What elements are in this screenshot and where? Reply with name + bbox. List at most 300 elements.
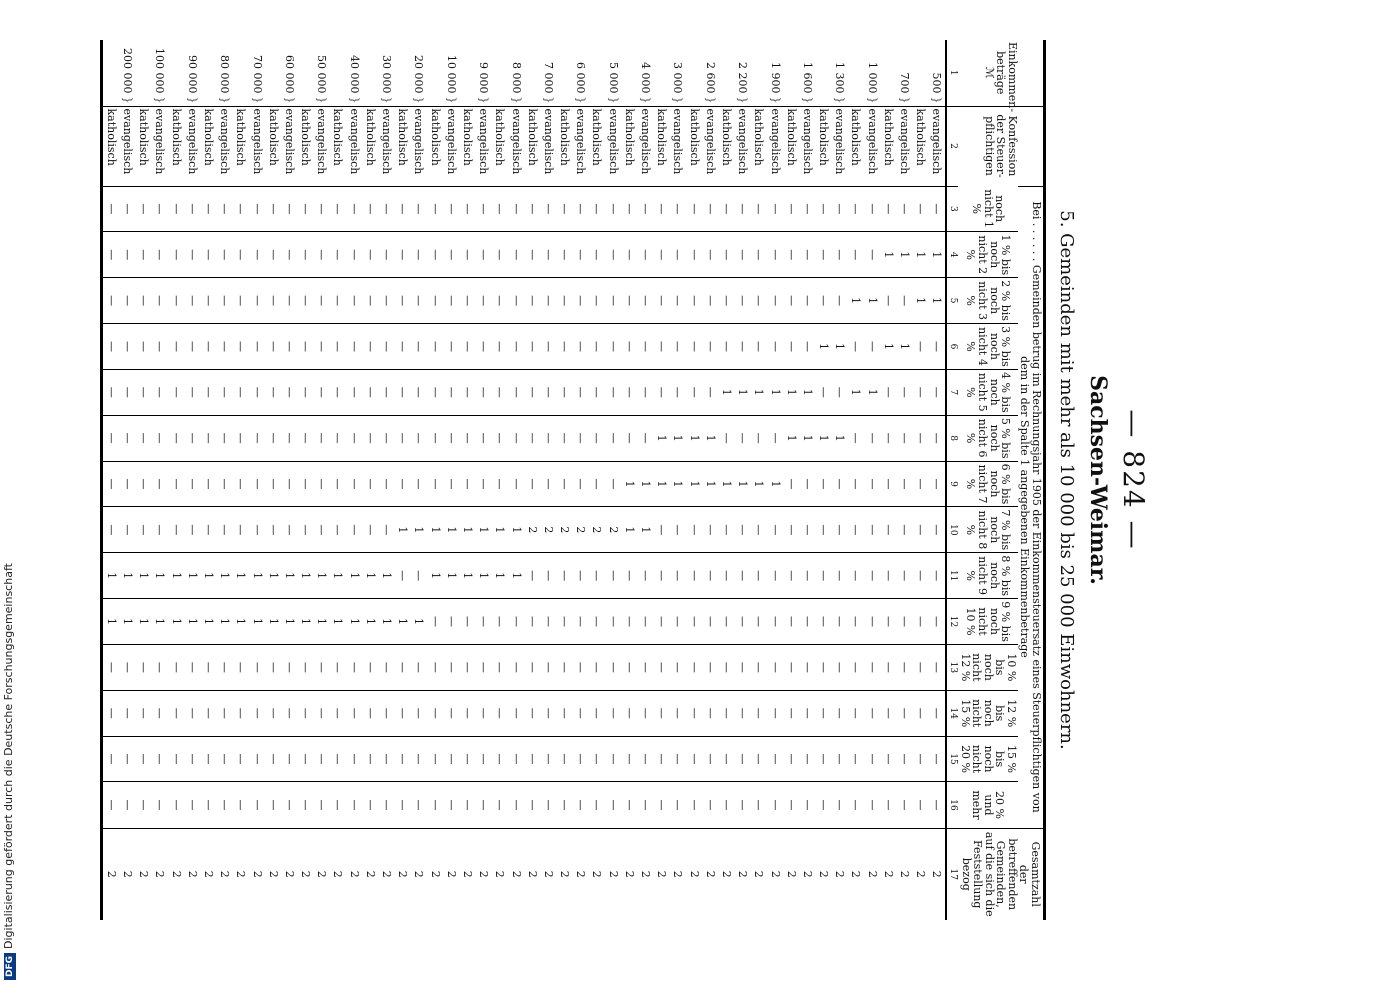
count-cell: — [491, 415, 507, 461]
count-cell: 1 [378, 599, 394, 645]
count-cell: — [101, 186, 119, 232]
count-cell: — [200, 782, 216, 828]
brace-icon: } [121, 96, 135, 104]
header-rate-col: noch nicht 1 % [970, 189, 1007, 229]
income-amount-value: 7 000 [541, 62, 555, 94]
count-cell: — [249, 186, 265, 232]
count-cell: — [232, 507, 248, 553]
count-cell: 1 [232, 553, 248, 599]
table-row [912, 40, 928, 920]
brace-icon: } [606, 96, 620, 104]
count-cell: — [184, 415, 200, 461]
count-cell: — [427, 369, 443, 415]
count-cell: — [281, 690, 297, 736]
count-cell: — [168, 644, 184, 690]
count-cell: 1 [411, 599, 427, 645]
income-amount [767, 40, 783, 106]
count-cell: — [216, 324, 232, 370]
count-cell: — [896, 461, 912, 507]
count-cell: — [572, 369, 588, 415]
count-cell: — [265, 644, 281, 690]
count-cell: 1 [200, 553, 216, 599]
confession-cell: evangelisch [313, 106, 329, 186]
count-cell: — [135, 324, 151, 370]
count-cell: 1 [702, 461, 718, 507]
total-cell: 2 [378, 828, 394, 920]
count-cell: — [491, 369, 507, 415]
count-cell: — [330, 782, 346, 828]
count-cell: — [508, 782, 524, 828]
count-cell: — [168, 369, 184, 415]
count-cell: — [475, 186, 491, 232]
count-cell: 1 [767, 461, 783, 507]
count-cell: — [378, 369, 394, 415]
count-cell: — [572, 599, 588, 645]
count-cell: — [119, 690, 135, 736]
income-amount-value: 5 000 [606, 62, 620, 94]
count-cell: 1 [216, 553, 232, 599]
count-cell: — [783, 278, 799, 324]
count-cell: — [929, 599, 946, 645]
count-cell: — [411, 690, 427, 736]
count-cell: — [556, 461, 572, 507]
count-cell: — [556, 278, 572, 324]
count-cell: — [912, 644, 928, 690]
income-amount-value: 60 000 [282, 55, 296, 94]
count-cell: — [799, 278, 815, 324]
income-amount [524, 40, 540, 106]
count-cell: — [491, 232, 507, 278]
count-cell: — [702, 690, 718, 736]
count-cell: — [734, 736, 750, 782]
count-cell: — [330, 644, 346, 690]
count-cell: — [313, 507, 329, 553]
table-row [249, 40, 265, 920]
income-amount [815, 40, 831, 106]
count-cell: — [216, 644, 232, 690]
count-cell: — [589, 186, 605, 232]
count-cell: — [572, 553, 588, 599]
brace-icon: } [380, 96, 394, 104]
brace-icon: } [703, 96, 717, 104]
table-row [265, 40, 281, 920]
count-cell: 1 [880, 324, 896, 370]
count-cell: 1 [394, 507, 410, 553]
count-cell: — [686, 553, 702, 599]
income-amount [313, 40, 329, 106]
count-cell: — [524, 186, 540, 232]
count-cell: — [637, 690, 653, 736]
table-row [848, 40, 864, 920]
table-row [540, 40, 556, 920]
brace-icon: } [347, 96, 361, 104]
total-cell: 2 [572, 828, 588, 920]
confession-cell: evangelisch [119, 106, 135, 186]
count-cell: — [783, 461, 799, 507]
count-cell: — [411, 186, 427, 232]
count-cell: — [848, 232, 864, 278]
table-row [491, 40, 507, 920]
income-amount [362, 40, 378, 106]
income-amount [101, 40, 119, 106]
total-cell: 2 [362, 828, 378, 920]
total-cell: 2 [411, 828, 427, 920]
confession-cell: evangelisch [702, 106, 718, 186]
count-cell: — [459, 461, 475, 507]
count-cell: 1 [815, 324, 831, 370]
count-cell: — [216, 369, 232, 415]
count-cell: — [297, 461, 313, 507]
state-title: Sachsen-Weimar. [1085, 375, 1111, 585]
count-cell: — [524, 690, 540, 736]
count-cell: — [135, 782, 151, 828]
count-cell: 1 [330, 553, 346, 599]
count-cell: — [653, 324, 669, 370]
count-cell: — [653, 782, 669, 828]
table-row [670, 40, 686, 920]
confession-cell: evangelisch [896, 106, 912, 186]
income-amount [589, 40, 605, 106]
table-row [443, 40, 459, 920]
count-cell: — [265, 736, 281, 782]
count-cell: 1 [718, 461, 734, 507]
count-cell: 1 [119, 599, 135, 645]
count-cell: — [459, 690, 475, 736]
count-cell: 1 [702, 415, 718, 461]
table-row [589, 40, 605, 920]
count-cell: — [864, 415, 880, 461]
count-cell: — [799, 599, 815, 645]
income-amount-value: 20 000 [412, 55, 426, 94]
count-cell: — [605, 736, 621, 782]
income-amount [848, 40, 864, 106]
count-cell: — [702, 644, 718, 690]
header-einkommen [958, 40, 1044, 113]
count-cell: 1 [297, 599, 313, 645]
count-cell: — [491, 736, 507, 782]
count-cell: — [831, 644, 847, 690]
count-cell: 1 [427, 507, 443, 553]
count-cell: — [200, 736, 216, 782]
income-amount [508, 40, 524, 106]
count-cell: — [896, 782, 912, 828]
table-row [168, 40, 184, 920]
count-cell: — [281, 736, 297, 782]
count-cell: — [589, 644, 605, 690]
table-row [572, 40, 588, 920]
count-cell: — [200, 644, 216, 690]
count-cell: — [929, 415, 946, 461]
count-cell: — [508, 736, 524, 782]
count-cell: — [929, 553, 946, 599]
count-cell: — [605, 461, 621, 507]
count-cell: — [152, 736, 168, 782]
income-amount [621, 40, 637, 106]
income-amount [249, 40, 265, 106]
count-cell: — [232, 186, 248, 232]
table-row [718, 40, 734, 920]
count-cell: — [540, 461, 556, 507]
count-cell: — [880, 461, 896, 507]
brace-icon: } [574, 96, 588, 104]
column-number: 10 [946, 507, 958, 553]
count-cell: — [508, 232, 524, 278]
count-cell: — [718, 324, 734, 370]
count-cell: — [637, 553, 653, 599]
confession-cell: evangelisch [184, 106, 200, 186]
count-cell: — [508, 644, 524, 690]
count-cell: — [508, 415, 524, 461]
total-cell: 2 [767, 828, 783, 920]
count-cell: 1 [718, 369, 734, 415]
count-cell: — [670, 690, 686, 736]
column-number: 13 [946, 644, 958, 690]
count-cell: 2 [524, 507, 540, 553]
count-cell: — [297, 186, 313, 232]
count-cell: — [718, 507, 734, 553]
count-cell: — [135, 369, 151, 415]
count-cell: — [216, 278, 232, 324]
count-cell: — [281, 369, 297, 415]
count-cell: — [427, 186, 443, 232]
count-cell: — [443, 736, 459, 782]
count-cell: — [621, 232, 637, 278]
count-cell: — [524, 232, 540, 278]
confession-cell: katholisch [653, 106, 669, 186]
count-cell: — [540, 324, 556, 370]
total-cell: 2 [152, 828, 168, 920]
count-cell: 2 [605, 507, 621, 553]
count-cell: — [378, 324, 394, 370]
income-amount [880, 40, 896, 106]
count-cell: — [443, 369, 459, 415]
count-cell: — [168, 278, 184, 324]
count-cell: — [459, 324, 475, 370]
table-row [411, 40, 427, 920]
count-cell: — [702, 186, 718, 232]
count-cell: 1 [168, 553, 184, 599]
total-cell: 2 [783, 828, 799, 920]
count-cell: 1 [265, 553, 281, 599]
count-cell: — [411, 644, 427, 690]
count-cell: — [281, 232, 297, 278]
count-cell: 1 [362, 599, 378, 645]
count-cell: — [589, 415, 605, 461]
count-cell: — [653, 507, 669, 553]
count-cell: — [200, 232, 216, 278]
count-cell: — [135, 690, 151, 736]
count-cell: — [135, 507, 151, 553]
count-cell: — [767, 186, 783, 232]
confession-cell: evangelisch [346, 106, 362, 186]
count-cell: — [540, 599, 556, 645]
count-cell: — [556, 644, 572, 690]
count-cell: — [702, 782, 718, 828]
count-cell: — [831, 369, 847, 415]
count-cell: — [168, 782, 184, 828]
count-cell: 1 [232, 599, 248, 645]
confession-cell: katholisch [524, 106, 540, 186]
count-cell: — [540, 278, 556, 324]
count-cell: — [101, 278, 119, 324]
count-cell: 1 [330, 599, 346, 645]
count-cell: — [459, 415, 475, 461]
count-cell: — [605, 186, 621, 232]
count-cell: — [686, 278, 702, 324]
total-cell: 2 [184, 828, 200, 920]
count-cell: — [297, 232, 313, 278]
count-cell: — [637, 644, 653, 690]
count-cell: — [119, 324, 135, 370]
income-amount [556, 40, 572, 106]
count-cell: — [767, 232, 783, 278]
count-cell: — [799, 644, 815, 690]
count-cell: 1 [799, 369, 815, 415]
count-cell: — [718, 232, 734, 278]
count-cell: — [864, 232, 880, 278]
count-cell: — [152, 369, 168, 415]
count-cell: — [378, 186, 394, 232]
count-cell: — [101, 461, 119, 507]
count-cell: — [750, 324, 766, 370]
income-amount [411, 40, 427, 106]
count-cell: — [750, 782, 766, 828]
brace-icon: } [736, 96, 750, 104]
count-cell: — [605, 369, 621, 415]
confession-cell: evangelisch [767, 106, 783, 186]
count-cell: — [152, 690, 168, 736]
count-cell: — [135, 736, 151, 782]
total-cell: 2 [313, 828, 329, 920]
count-cell: 1 [831, 415, 847, 461]
count-cell: — [670, 599, 686, 645]
count-cell: — [281, 324, 297, 370]
table-row [200, 40, 216, 920]
count-cell: — [815, 461, 831, 507]
count-cell: — [475, 599, 491, 645]
count-cell: 1 [896, 324, 912, 370]
count-cell: — [232, 736, 248, 782]
total-cell: 2 [443, 828, 459, 920]
table-row [831, 40, 847, 920]
count-cell: — [686, 690, 702, 736]
count-cell: — [831, 278, 847, 324]
count-cell: — [783, 186, 799, 232]
count-cell: — [135, 232, 151, 278]
count-cell: — [362, 278, 378, 324]
count-cell: — [394, 415, 410, 461]
count-cell: — [524, 736, 540, 782]
header-rate-col: 9 % bis noch nicht 10 % [958, 599, 1018, 645]
count-cell: 1 [750, 369, 766, 415]
count-cell: — [670, 553, 686, 599]
count-cell: — [702, 736, 718, 782]
count-cell: — [459, 782, 475, 828]
count-cell: 1 [621, 461, 637, 507]
count-cell: — [216, 736, 232, 782]
count-cell: — [686, 232, 702, 278]
count-cell: — [427, 278, 443, 324]
count-cell: — [589, 369, 605, 415]
count-cell: — [815, 278, 831, 324]
count-cell: — [313, 415, 329, 461]
total-cell: 2 [929, 828, 946, 920]
income-amount-value: 80 000 [218, 55, 232, 94]
count-cell: — [653, 599, 669, 645]
count-cell: — [750, 278, 766, 324]
count-cell: — [394, 369, 410, 415]
count-cell: — [135, 186, 151, 232]
count-cell: — [524, 599, 540, 645]
count-cell: — [378, 461, 394, 507]
count-cell: — [249, 232, 265, 278]
count-cell: — [265, 461, 281, 507]
count-cell: — [216, 782, 232, 828]
count-cell: — [718, 690, 734, 736]
count-cell: — [362, 461, 378, 507]
count-cell: — [152, 232, 168, 278]
count-cell: 1 [475, 507, 491, 553]
count-cell: — [912, 507, 928, 553]
total-cell: 2 [475, 828, 491, 920]
count-cell: — [572, 278, 588, 324]
count-cell: — [475, 644, 491, 690]
count-cell: 1 [670, 461, 686, 507]
count-cell: — [540, 232, 556, 278]
count-cell: — [556, 369, 572, 415]
total-cell: 2 [589, 828, 605, 920]
count-cell: — [621, 690, 637, 736]
income-amount [330, 40, 346, 106]
count-cell: — [767, 278, 783, 324]
confession-cell: evangelisch [572, 106, 588, 186]
total-cell: 2 [200, 828, 216, 920]
count-cell: — [232, 782, 248, 828]
count-cell: — [475, 736, 491, 782]
count-cell: 1 [864, 278, 880, 324]
count-cell: — [670, 324, 686, 370]
count-cell: — [313, 782, 329, 828]
count-cell: 1 [119, 553, 135, 599]
income-amount [799, 40, 815, 106]
count-cell: — [831, 186, 847, 232]
income-amount [394, 40, 410, 106]
total-cell: 2 [330, 828, 346, 920]
count-cell: — [330, 278, 346, 324]
count-cell: — [200, 461, 216, 507]
count-cell: — [346, 278, 362, 324]
count-cell: — [572, 736, 588, 782]
count-cell: — [216, 690, 232, 736]
table-row [330, 40, 346, 920]
count-cell: — [572, 644, 588, 690]
confession-cell: katholisch [297, 106, 313, 186]
count-cell: — [929, 186, 946, 232]
count-cell: — [265, 186, 281, 232]
count-cell: — [734, 690, 750, 736]
count-cell: — [864, 324, 880, 370]
brace-icon: } [768, 96, 782, 104]
total-cell: 2 [119, 828, 135, 920]
count-cell: — [815, 644, 831, 690]
count-cell: — [281, 278, 297, 324]
count-cell: — [750, 186, 766, 232]
confession-cell: katholisch [686, 106, 702, 186]
count-cell: — [799, 461, 815, 507]
count-cell: 1 [135, 553, 151, 599]
income-amount [168, 40, 184, 106]
count-cell: — [346, 324, 362, 370]
